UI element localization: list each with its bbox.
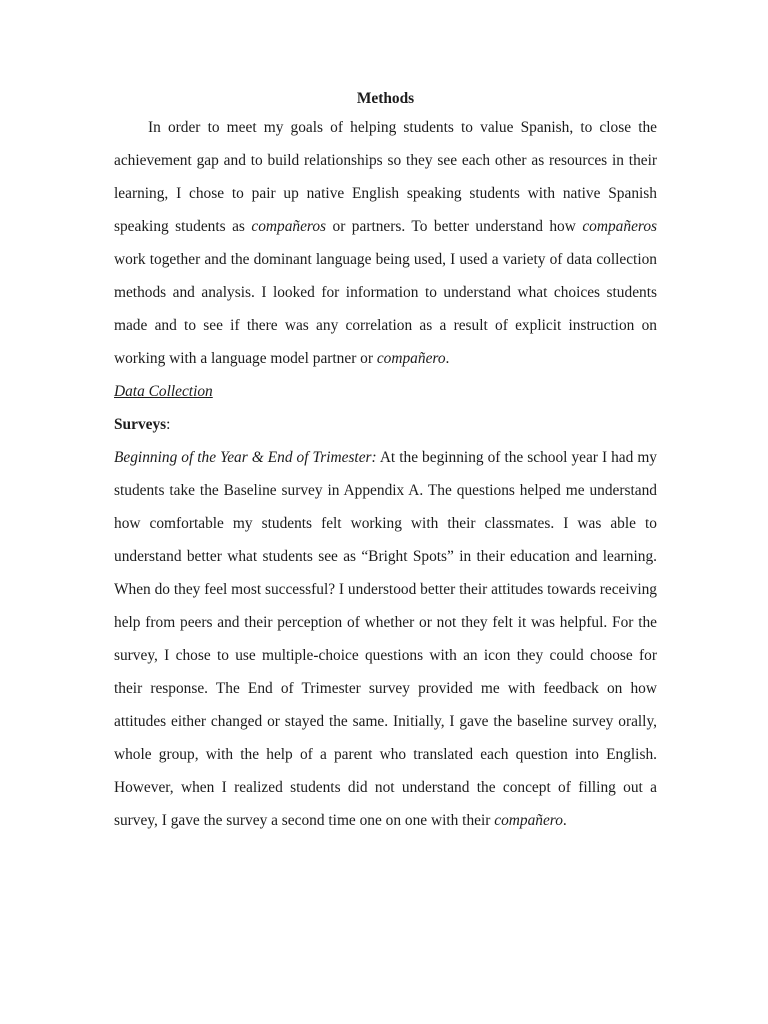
methods-italic-term-2: compañeros [582,218,658,235]
methods-paragraph [114,111,657,375]
surveys-text-part1: At the beginning of the school year I had my students take the Baseline survey in Appendix A. The questions helped me understand how comfortable my students felt working with their classmates. I was able to understand better what students see as “Bright Spots” in their education and learning. When do they feel most successful? I understood better their attitudes towards receiving help from peers and their perception of whether or not they felt it was helpful. For the survey, I chose to use multiple-choice questions with an icon they could choose for their response. The End of Trimester survey provided me with feedback on how attitudes either changed or stayed the same. Initially, I gave the baseline survey orally, whole group, with the help of a parent who translated each question into English. However, when I realized students did not understand the concept of filling out a survey, I gave the survey a second time one on one with their [114,449,657,829]
page-title: Methods [356,90,415,107]
surveys-text-part2: . [562,812,567,829]
methods-text-part3: work together and the dominant language being used, I used a variety of data collection methods and analysis. I looked for information to understand what choices students made and to see if there was any correlation as a result of explicit instruction on working with a language model partner or [114,251,657,367]
methods-text-part4: . [445,350,450,367]
subheading-surveys [114,408,657,441]
subheading-surveys-label: Surveys [114,416,167,433]
page-content [114,86,657,837]
methods-text-part1: In order to meet my goals of helping students to value Spanish, to close the achievement gap and to build relationships so they see each other as resources in their learning, I chose to pair up native English speaking students with native Spanish speaking students as [114,119,657,235]
surveys-italic-term: compañero [494,812,563,829]
methods-text-part2: or partners. To better understand how [326,218,583,235]
surveys-paragraph [114,441,657,837]
surveys-lead-italic: Beginning of the Year & End of Trimester: [114,449,377,466]
methods-italic-term-1: compañeros [251,218,327,235]
subheading-surveys-colon: : [166,416,171,433]
methods-italic-term-3: compañero [376,350,446,367]
section-heading-data-collection: Data Collection [114,383,213,400]
